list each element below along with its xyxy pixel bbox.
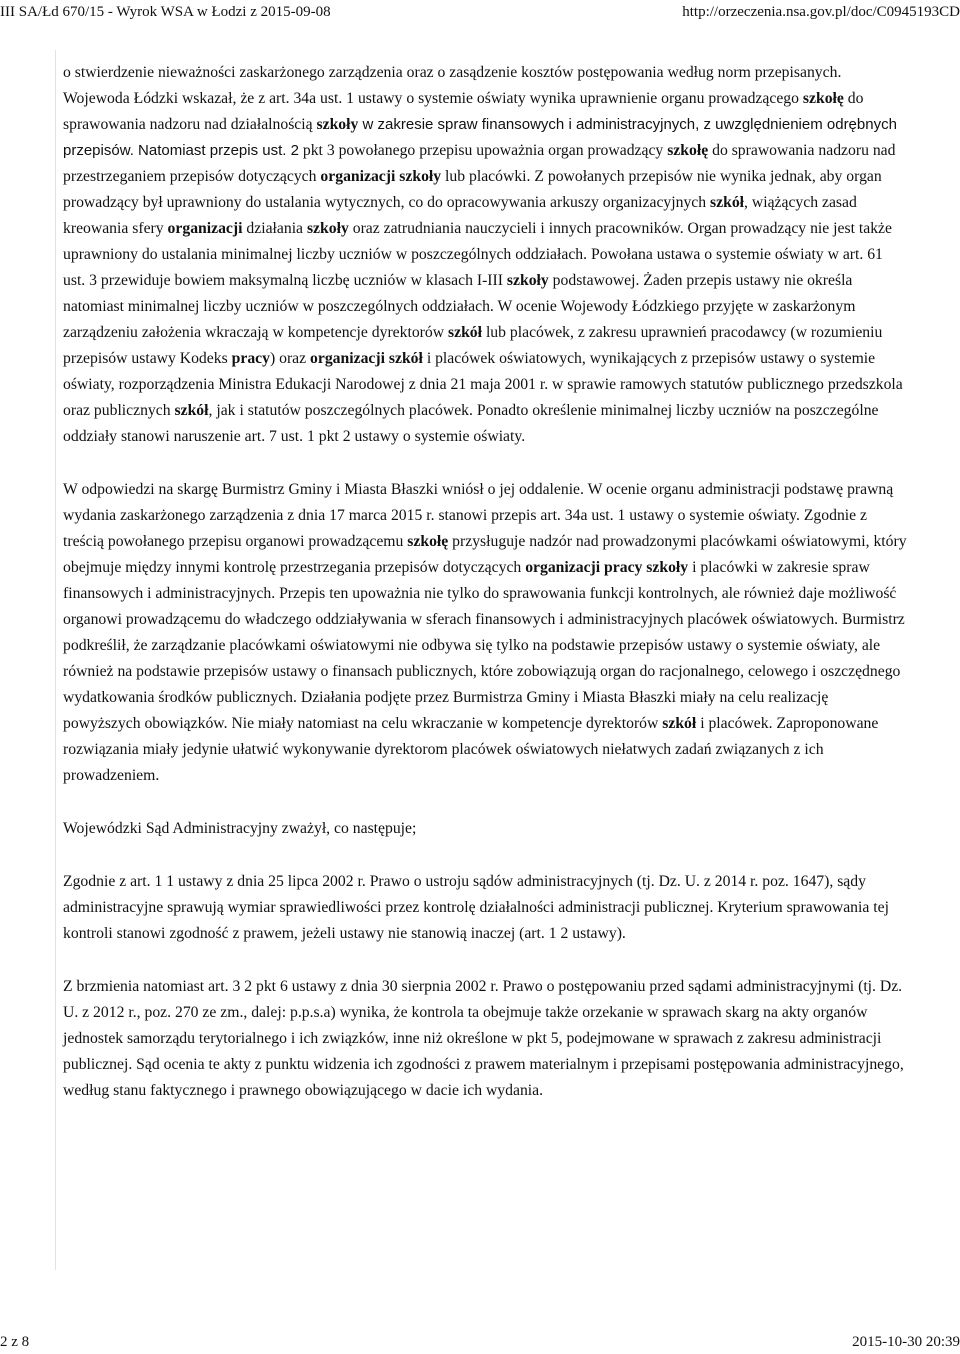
- bold-term: szkół: [448, 324, 483, 341]
- text-run: i placówek oświatowych, wynikających z przepisów ustawy o systemie oświaty, rozporządzenia Ministra Edukacji Narodowej z dnia 21 maja 2001 r. w sprawie ramowych statutów publicznego przedszkola oraz publicznych: [63, 350, 903, 419]
- bold-term: szkół: [174, 402, 209, 419]
- text-run: i placówek. Zaproponowane rozwiązania miały jedynie ułatwić wykonywanie dyrektorom placówek oświatowych niełatwych zadań związanych z ich prowadzeniem.: [63, 715, 879, 784]
- paragraph: [63, 60, 909, 450]
- bold-term: szkoły: [316, 116, 359, 133]
- content-border: [55, 50, 56, 1270]
- text-run: Z brzmienia natomiast art. 3 2 pkt 6 ustawy z dnia 30 sierpnia 2002 r. Prawo o postępowaniu przed sądami administracyjnymi (tj. Dz. U. z 2012 r., poz. 270 ze zm., dalej: p.p.s.a) wynika, że kontrola ta obejmuje także orzekanie w sprawach skarg na akty organów jednostek samorządu terytorialnego i ich związków, inne niż określone w pkt 5, podejmowane w sprawach z zakresu administracji publicznej. Sąd ocenia te akty z punktu widzenia ich zgodności z prawem materialnym i przepisami postępowania administracyjnego, według stanu faktycznego i prawnego obowiązującego w dacie ich wydania.: [63, 978, 904, 1099]
- bold-term: pracy: [231, 350, 270, 367]
- bold-term: organizacji: [167, 220, 243, 237]
- bold-term: organizacji szkoły: [320, 168, 442, 185]
- print-footer: [0, 1330, 960, 1354]
- bold-term: szkołę: [667, 142, 709, 159]
- text-run: pkt 3 powołanego przepisu upoważnia organ prowadzący: [298, 142, 668, 159]
- text-run: o stwierdzenie nieważności zaskarżonego zarządzenia oraz o zasądzenie kosztów postępowania według norm przepisanych. Wojewoda Łódzki wskazał, że z art. 34a ust. 1 ustawy o systemie oświaty wynika uprawnienie organu prowadzącego: [63, 64, 842, 107]
- text-run: do sprawowania nadzoru nad działalnością: [63, 90, 864, 133]
- bold-term: szkoły: [306, 220, 349, 237]
- document-url[interactable]: http://orzeczenia.nsa.gov.pl/doc/C0945193CD: [682, 4, 960, 20]
- bold-term: szkół: [662, 715, 697, 732]
- bold-term: organizacji pracy szkoły: [525, 559, 689, 576]
- text-run: przysługuje nadzór nad prowadzonymi placówkami oświatowymi, który obejmuje między innymi kontrolę przestrzegania przepisów dotyczących: [63, 533, 907, 576]
- text-run: Zgodnie z art. 1 1 ustawy z dnia 25 lipca 2002 r. Prawo o ustroju sądów administracyjnych (tj. Dz. U. z 2014 r. poz. 1647), sądy administracyjne sprawują wymiar sprawiedliwości przez kontrolę działalności administracji publicznej. Kryterium sprawowania tej kontroli stanowi zgodność z prawem, jeżeli ustawy nie stanowią inaczej (art. 1 2 ustawy).: [63, 873, 889, 942]
- text-run: działania: [242, 220, 307, 237]
- text-run: i placówki w zakresie spraw finansowych i administracyjnych. Przepis ten upoważnia nie tylko do sprawowania funkcji kontrolnych, ale również daje możliwość organowi prowadzącemu do władczego oddziaływania w sferach finansowych i administracyjnych placówek oświatowych. Burmistrz podkreślił, że zarządzanie placówkami oświatowymi nie odbywa się tylko na podstawie przepisów ustawy o systemie oświaty, ale również na podstawie przepisów ustawy o finansach publicznych, które zobowiązują organ do racjonalnego, celowego i oszczędnego wydatkowania środków publicznych. Działania podjęte przez Burmistrza Gminy i Miasta Błaszki miały na celu realizację powyższych obowiązków. Nie miały natomiast na celu wkraczanie w kompetencje dyrektorów: [63, 559, 905, 732]
- text-run: w zakresie spraw finansowych i administracyjnych, z uwzględnieniem odrębnych przepisów. Natomiast przepis ust. 2: [63, 116, 897, 159]
- bold-term: szkołę: [802, 90, 844, 107]
- text-run: oraz zatrudniania nauczycieli i innych pracowników. Organ prowadzący nie jest także uprawniony do ustalania minimalnej liczby uczniów w poszczególnych oddziałach. Powołana ustawa o systemie oświaty w art. 61 ust. 3 przewiduje bowiem maksymalną liczbę uczniów w klasach I-III: [63, 220, 892, 289]
- bold-term: organizacji szkół: [310, 350, 423, 367]
- text-run: lub placówki. Z powołanych przepisów nie wynika jednak, aby organ prowadzący był uprawniony do ustalania wytycznych, co do opracowywania arkuszy organizacyjnych: [63, 168, 882, 211]
- print-header: [0, 0, 960, 22]
- paragraph: [63, 477, 909, 789]
- paragraph: [63, 869, 909, 947]
- judgment-text: [63, 60, 909, 1104]
- text-run: , jak i statutów poszczególnych placówek. Ponadto określenie minimalnej liczby uczniów na poszczególne oddziały stanowi naruszenie art. 7 ust. 1 pkt 2 ustawy o systemie oświaty.: [63, 402, 879, 445]
- text-run: Wojewódzki Sąd Administracyjny zważył, co następuje;: [63, 820, 417, 837]
- bold-term: szkołę: [407, 533, 449, 550]
- paragraph: [63, 974, 909, 1104]
- bold-term: szkół: [710, 194, 745, 211]
- document-title: III SA/Łd 670/15 - Wyrok WSA w Łodzi z 2015-09-08: [0, 4, 331, 20]
- text-run: lub placówek, z zakresu uprawnień pracodawcy (w rozumieniu przepisów ustawy Kodeks: [63, 324, 883, 367]
- print-datetime: 2015-10-30 20:39: [852, 1334, 960, 1350]
- page-number: 2 z 8: [0, 1334, 30, 1350]
- text-run: do sprawowania nadzoru nad przestrzeganiem przepisów dotyczących: [63, 142, 896, 185]
- text-run: , wiążących zasad kreowania sfery: [63, 194, 857, 237]
- text-run: podstawowej. Żaden przepis ustawy nie określa natomiast minimalnej liczby uczniów w poszczególnych oddziałach. W ocenie Wojewody Łódzkiego przyjęte w zaskarżonym zarządzeniu założenia wkraczają w kompetencje dyrektorów: [63, 272, 856, 341]
- text-run: W odpowiedzi na skargę Burmistrz Gminy i Miasta Błaszki wniósł o jej oddalenie. W ocenie organu administracji podstawę prawną wydania zaskarżonego zarządzenia z dnia 17 marca 2015 r. stanowi przepis art. 34a ust. 1 ustawy o systemie oświaty. Zgodnie z treścią powołanego przepisu organowi prowadzącemu: [63, 481, 894, 550]
- paragraph: [63, 816, 909, 842]
- text-run: ) oraz: [269, 350, 311, 367]
- bold-term: szkoły: [506, 272, 549, 289]
